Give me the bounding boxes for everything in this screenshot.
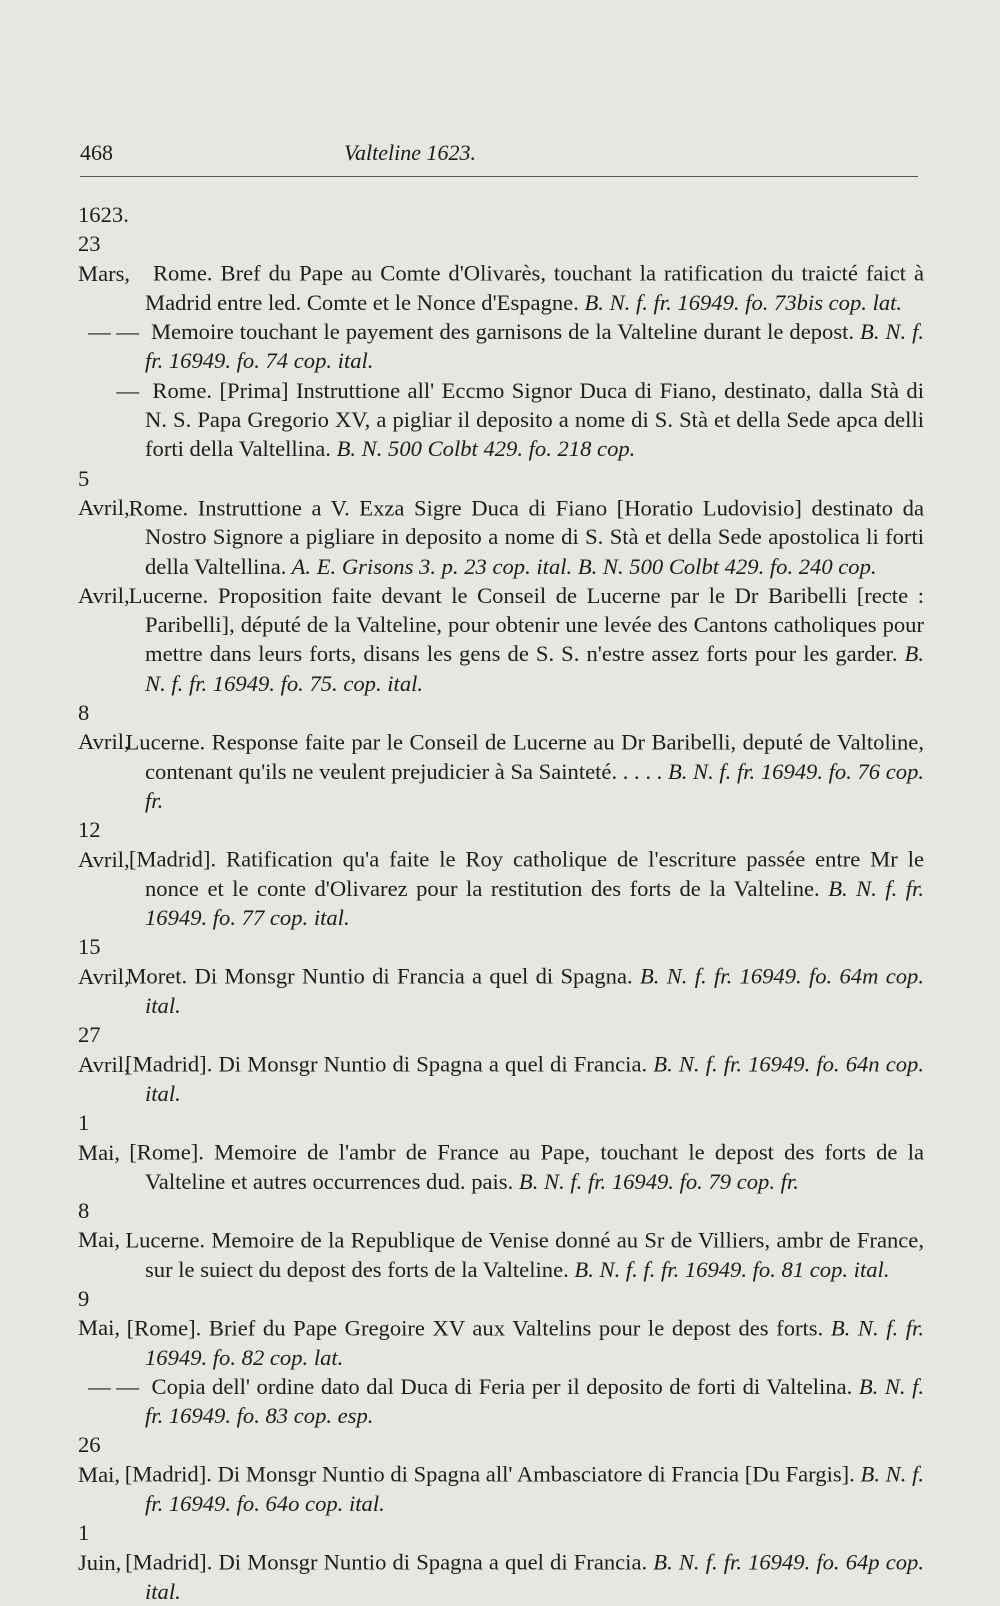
entry-text: Instruttione a V. Exza Sigre Duca di Fiano [Horatio Ludovisio] destinato da Nostro Signore a pigliare in deposito a nome di S. Stà et della Sede apostolica li forti della Valtellina.	[145, 494, 924, 579]
entry-reference: B. N. f. fr. 16949. fo. 64m cop. ital.	[145, 963, 925, 1019]
page-number: 468	[80, 140, 113, 165]
entry-date: 1623. 23 Mars,	[78, 202, 131, 286]
calendar-entry	[78, 1020, 924, 1108]
calendar-entry	[78, 317, 924, 376]
entry-reference: B. N. f. fr. 16949. fo. 83 cop. esp.	[145, 1373, 925, 1429]
entry-text: Di Monsgr Nuntio di Spagna a quel di Francia.	[212, 1549, 648, 1575]
entry-date: — —	[88, 1373, 139, 1399]
entry-text: Memoire touchant le payement des garnisons de la Valteline durant le depost.	[145, 319, 855, 345]
entry-place: Rome.	[145, 377, 213, 403]
calendar-entry	[78, 815, 924, 932]
entry-reference: B. N. f. fr. 16949. fo. 64o cop. ital.	[145, 1461, 924, 1517]
entry-date: 1 Juin,	[78, 1520, 122, 1575]
entry-reference: B. N. f. fr. 16949. fo. 76 cop. fr.	[145, 758, 925, 813]
entry-place: [Madrid].	[119, 846, 217, 872]
entry-text: [Prima] Instruttione all' Eccmo Signor Duca di Fiano, destinato, dalla Stà di N. S. Papa Gregorio XV, a pigliar il deposito a nome di S. Stà et della Sede apca delli forti della Valtellina.	[145, 377, 924, 462]
entry-text: Di Monsgr Nuntio di Spagna all' Ambasciatore di Francia [Du Fargis].	[211, 1461, 855, 1487]
entry-reference: B. N. f. fr. 16949. fo. 74 cop. ital.	[145, 319, 925, 374]
entry-date: 8 Mai,	[78, 1198, 121, 1253]
calendar-entry	[78, 932, 924, 1020]
entry-text: Ratification qu'a faite le Roy catholique de l'escriture passée entre Mr le nonce et le conte d'Olivarez pour la restitution des forts de la Valteline.	[145, 846, 924, 901]
calendar-entry	[78, 464, 924, 581]
entry-reference: B. N. 500 Colbt 429. fo. 218 cop.	[330, 436, 636, 462]
entry-place: [Madrid].	[119, 1461, 212, 1487]
entry-text: Memoire de l'ambr de France au Pape, touchant le depost des forts de la Valteline et autres occurrences dud. pais.	[145, 1139, 924, 1194]
entry-text: Bref du Pape au Comte d'Olivarès, touchant la ratification du traicté faict à Madrid entre led. Comte et le Nonce d'Espagne.	[145, 260, 924, 315]
calendar-entries	[78, 200, 924, 1606]
entry-reference: B. N. f. fr. 16949. fo. 75. cop. ital.	[145, 641, 924, 696]
calendar-entry	[78, 1284, 924, 1372]
entry-date: 15 Avril,	[78, 934, 130, 989]
entry-place: [Madrid].	[119, 1549, 213, 1575]
calendar-entry	[78, 376, 924, 464]
entry-reference: B. N. f. f. fr. 16949. fo. 81 cop. ital.	[568, 1256, 890, 1282]
entry-reference: B. N. f. fr. 16949. fo. 77 cop. ital.	[145, 875, 924, 931]
entry-date: — —	[88, 319, 139, 345]
entry-reference: B. N. f. fr. 16949. fo. 64n cop. ital.	[145, 1051, 924, 1106]
entry-text: Proposition faite devant le Conseil de Lucerne par le Dr Baribelli [recte : Paribelli], député de la Valteline, pour obtenir une levée des Cantons catholiques pour mettre dans leurs forts, disans les gens de S. S. n'estre assez forts pour les garder.	[145, 582, 924, 667]
header-rule	[80, 176, 918, 177]
entry-place: Lucerne.	[119, 1227, 205, 1253]
calendar-entry	[78, 200, 924, 317]
entry-place: Moret.	[119, 963, 188, 989]
entry-place: [Rome].	[119, 1139, 204, 1165]
entry-place: Rome.	[145, 260, 213, 286]
calendar-entry	[78, 1372, 924, 1431]
entry-reference: B. N. f. fr. 16949. fo. 64p cop. ital.	[145, 1549, 924, 1604]
running-head	[80, 140, 920, 170]
calendar-entry	[78, 1518, 924, 1606]
entry-reference: A. E. Grisons 3. p. 23 cop. ital. B. N. 500 Colbt 429. fo. 240 cop.	[286, 553, 877, 579]
entry-date: 5 Avril,	[78, 465, 130, 520]
entry-place: Lucerne.	[119, 582, 209, 608]
entry-text: Response faite par le Conseil de Lucerne au Dr Baribelli, deputé de Valtoline, contenant qu'ils ne veulent prejudicier à Sa Sainteté. . . . .	[145, 729, 924, 784]
entry-text: Di Monsgr Nuntio di Spagna a quel di Francia.	[212, 1051, 648, 1077]
calendar-entry	[78, 698, 924, 815]
entry-date: Avril,	[78, 582, 130, 608]
calendar-entry	[78, 581, 924, 698]
entry-date: 26 Mai,	[78, 1432, 121, 1487]
entry-text: Copia dell' ordine dato dal Duca di Feria per il deposito de forti di Valtelina.	[145, 1373, 853, 1399]
entry-text: Brief du Pape Gregoire XV aux Valtelins pour le depost des forts.	[201, 1315, 824, 1341]
entry-date: 1 Mai,	[78, 1110, 121, 1165]
entry-place: [Madrid].	[119, 1051, 213, 1077]
entry-reference: B. N. f. fr. 16949. fo. 82 cop. lat.	[145, 1315, 924, 1370]
entry-date: 12 Avril,	[78, 817, 130, 872]
entry-text: Memoire de la Republique de Venise donné au Sr de Villiers, ambr de France, sur le suiect du depost des forts de la Valteline.	[145, 1227, 924, 1282]
entry-date: 9 Mai,	[78, 1285, 121, 1341]
entry-date: —	[116, 377, 139, 403]
entry-date: 8 Avril,	[78, 700, 130, 755]
entry-reference: B. N. f. fr. 16949. fo. 73bis cop. lat.	[578, 289, 903, 315]
entry-place: Lucerne.	[119, 729, 206, 755]
entry-place: Rome.	[119, 494, 189, 520]
calendar-entry	[78, 1196, 924, 1284]
running-title: Valteline 1623.	[344, 140, 476, 165]
entry-reference: B. N. f. fr. 16949. fo. 79 cop. fr.	[513, 1168, 799, 1194]
calendar-entry	[78, 1108, 924, 1196]
entry-place: [Rome].	[119, 1315, 202, 1341]
entry-text: Di Monsgr Nuntio di Francia a quel di Spagna.	[187, 963, 633, 989]
entry-date: 27 Avril,	[78, 1022, 130, 1077]
calendar-entry	[78, 1430, 924, 1518]
